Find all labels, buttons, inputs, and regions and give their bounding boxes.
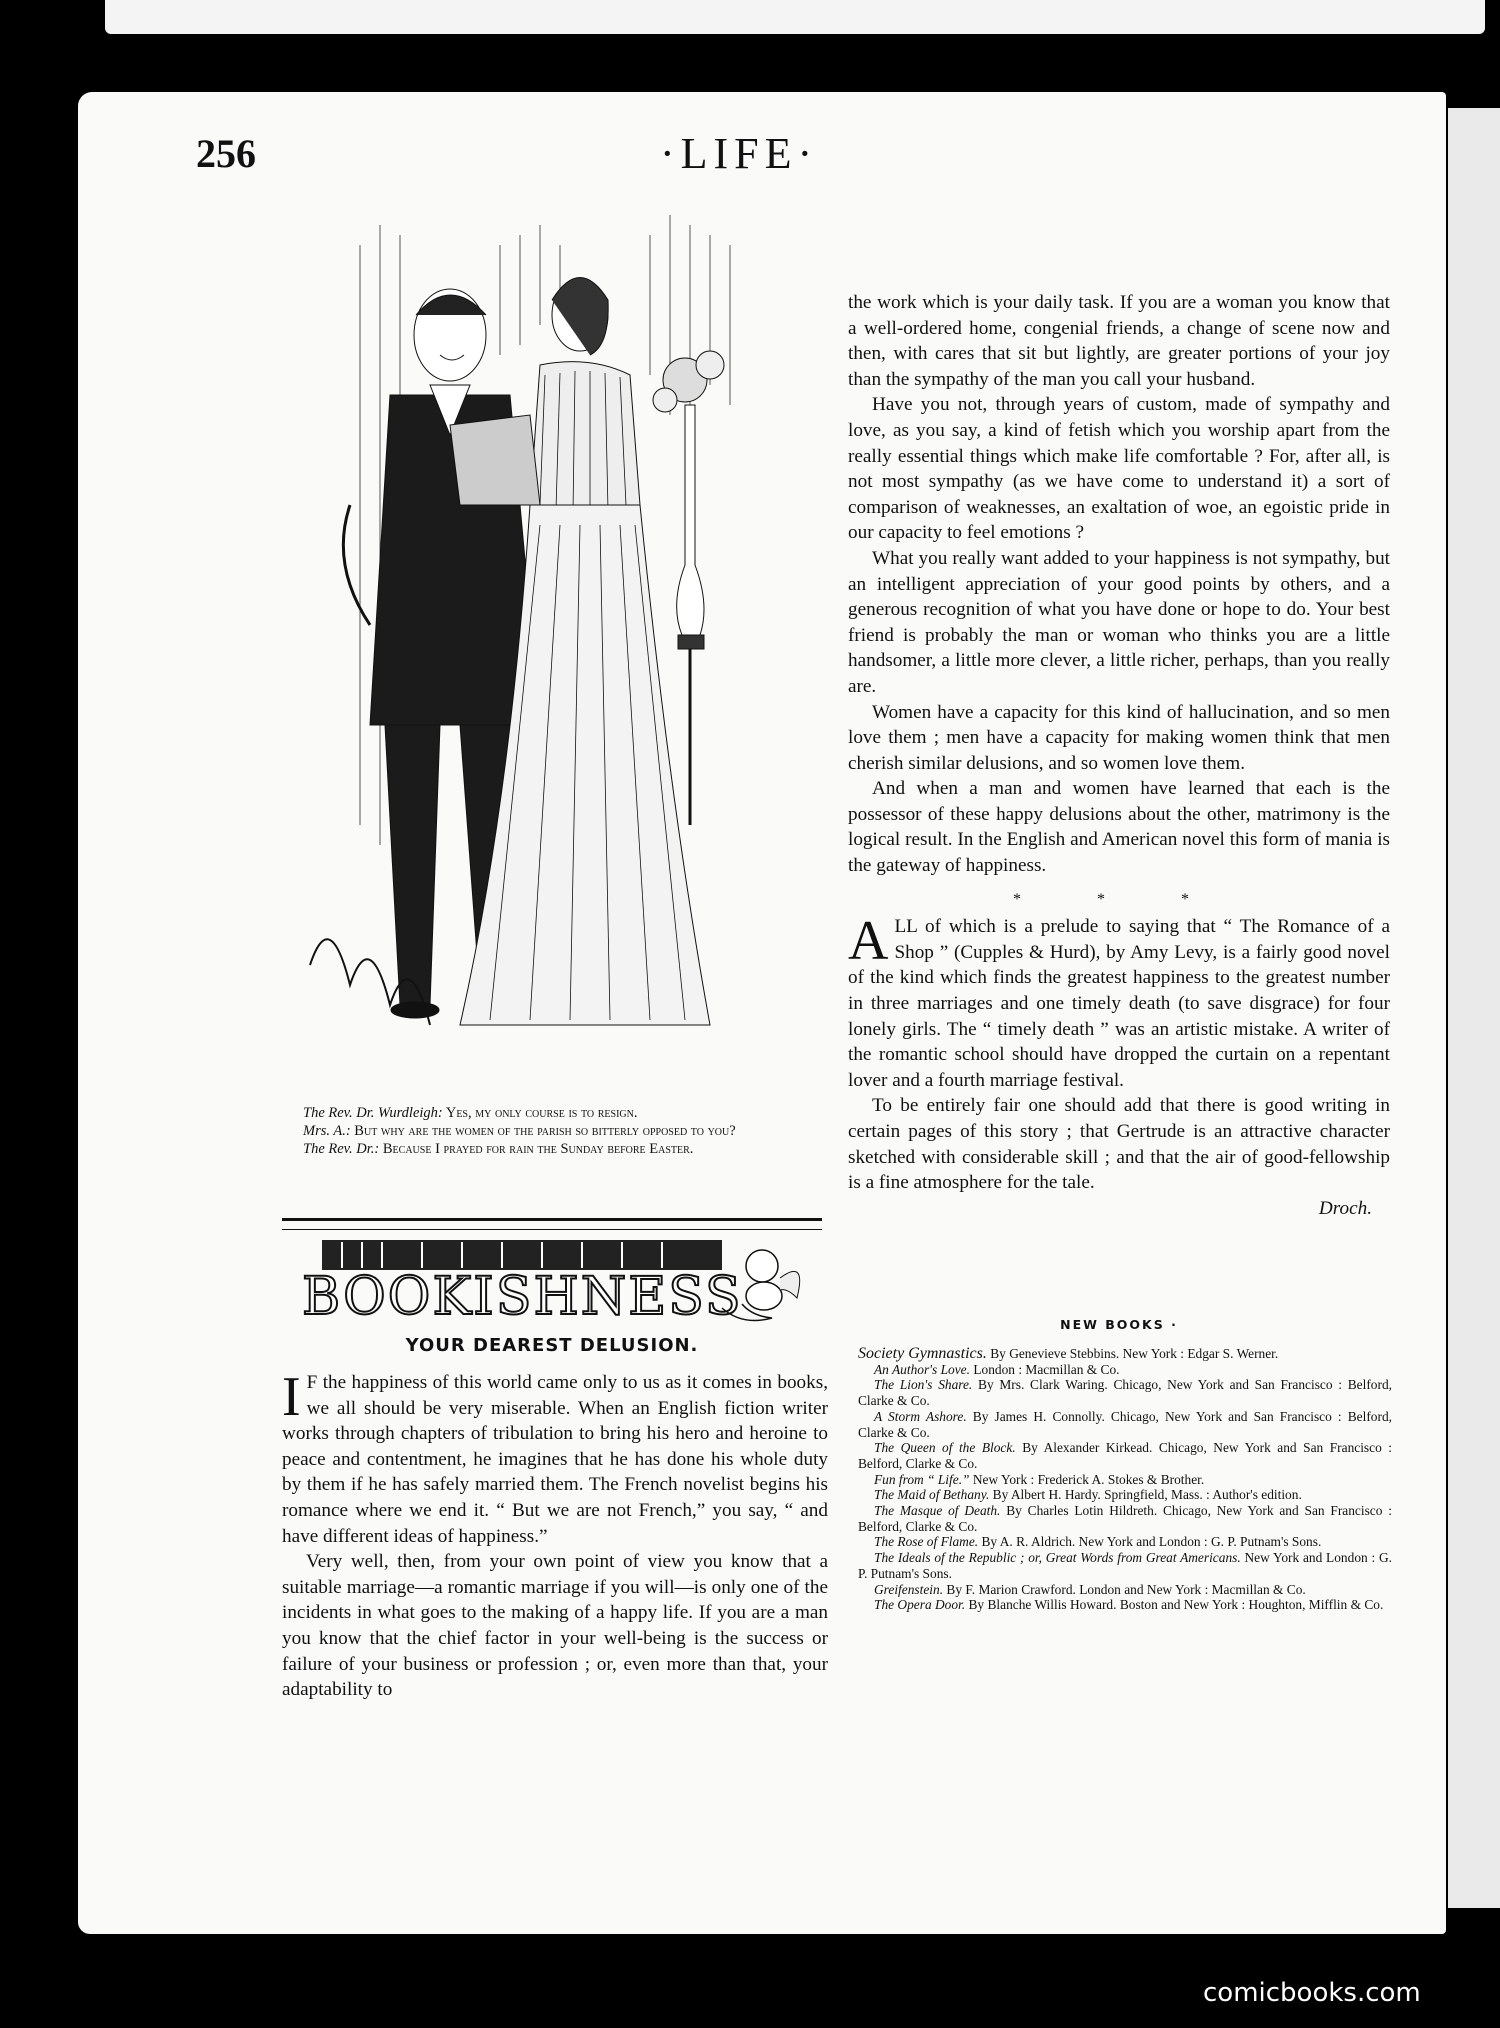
book-entry [858, 1377, 1392, 1408]
book-entry [858, 1534, 1392, 1550]
book-entry [858, 1487, 1392, 1503]
book-title: The Lion's Share. [874, 1377, 973, 1393]
section-stars: * * * [1013, 890, 1225, 908]
caption-speaker-3: The Rev. Dr.: [303, 1141, 380, 1157]
book-details: By Charles Lotin Hildreth. Chicago, New York and San Francisco : Belford, Clarke & Co. [858, 1503, 1392, 1534]
book-title: Society Gymnastics. [858, 1345, 987, 1362]
book-details: By Albert H. Hardy. Springfield, Mass. : Author's edition. [992, 1487, 1302, 1503]
previous-page-edge [105, 0, 1485, 34]
caption-line-1 [283, 1104, 821, 1122]
book-details: New York : Frederick A. Stokes & Brother. [972, 1471, 1205, 1487]
book-entry [858, 1550, 1392, 1581]
article-paragraph-1 [282, 1366, 828, 1549]
site-watermark[interactable]: comicbooks.com [1203, 1978, 1421, 2008]
article-right-column [848, 290, 1390, 1221]
article-left-column [282, 1366, 828, 1703]
book-details: London : Macmillan & Co. [973, 1361, 1120, 1377]
caption-text-1: Yes, my only course is to resign. [445, 1105, 638, 1121]
cartoon-caption [283, 1104, 821, 1158]
book-title: The Opera Door. [874, 1597, 966, 1613]
article-paragraph-1-text: F the happiness of this world came only to us as it comes in books, we all should be very miserable. When an English fiction writer works through chapters of tribulation to bring his hero and heroine to peace and contentment, he imagines that he has done his whole duty by them if he has safely married them. The French novelist begins his romance where we end it. “ But we are not French,” you say, “ and have different ideas of happiness.” [282, 1372, 828, 1547]
page-number: 256 [196, 131, 256, 176]
caption-text-3: Because I prayed for rain the Sunday before Easter. [382, 1141, 694, 1157]
book-details: By F. Marion Crawford. London and New York : Macmillan & Co. [946, 1581, 1306, 1597]
book-entry [858, 1440, 1392, 1471]
article-continued-3: What you really want added to your happiness is not sympathy, but an intelligent appreciation of your good points by others, and a generous recognition of what you have done or hope to do. Your best friend is probably the man or woman who thinks you are a little handsomer, a little more clever, a little richer, perhaps, than you really are. [848, 547, 1390, 697]
article-continued-4: Women have a capacity for this kind of hallucination, and so men love them ; men have a capacity for making women think that men cherish similar delusions, and so women love them. [848, 701, 1390, 774]
book-details: By Alexander Kirkead. Chicago, New York and San Francisco : Belford, Clarke & Co. [858, 1440, 1392, 1471]
book-details: By A. R. Aldrich. New York and London : G. P. Putnam's Sons. [981, 1534, 1322, 1550]
book-details: By James H. Connolly. Chicago, New York and San Francisco : Belford, Clarke & Co. [858, 1408, 1392, 1440]
caption-line-3 [283, 1140, 821, 1158]
dropcap-i: I [282, 1366, 301, 1428]
book-entry [858, 1582, 1392, 1598]
caption-text-2: But why are the women of the parish so bitterly opposed to you? [354, 1123, 736, 1139]
book-entry [858, 1503, 1392, 1534]
article-continued-1: the work which is your daily task. If you are a woman you know that a well-ordered home, congenial friends, a change of scene now and then, with cares that sit but lightly, are greater portions of your joy than the sympathy of the man you call your husband. [848, 292, 1390, 390]
new-books-list [858, 1346, 1392, 1613]
article-continued-5: And when a man and women have learned that each is the possessor of these happy delusions about the other, matrimony is the logical result. In the English and American novel this form of mania is the gateway of happiness. [848, 778, 1390, 877]
book-title: The Queen of the Block. [874, 1440, 1016, 1456]
book-entry [858, 1472, 1392, 1488]
book-details: New York and London : G. P. Putnam's Sons. [858, 1550, 1392, 1581]
book-details: By Mrs. Clark Waring. Chicago, New York and San Francisco : Belford, Clarke & Co. [858, 1377, 1392, 1409]
book-title: A Storm Ashore. [874, 1408, 967, 1424]
book-title: Greifenstein. [874, 1581, 944, 1597]
book-title: An Author's Love. [874, 1361, 970, 1377]
article-title: YOUR DEAREST DELUSION. [405, 1335, 699, 1356]
book-title: The Rose of Flame. [874, 1534, 979, 1550]
review-paragraph-2: To be entirely fair one should add that there is good writing in certain pages of this story ; that Gertrude is an attractive character sketched with considerable skill ; and that the air of good-fellowship is a fine atmosphere for the tale. [848, 1095, 1390, 1194]
new-books-heading: NEW BOOKS · [1060, 1317, 1178, 1332]
book-entry [858, 1597, 1392, 1613]
dropcap-a: A [848, 910, 889, 973]
banner-title: BOOKISHNESS [302, 1267, 743, 1327]
book-details: By Genevieve Stebbins. New York : Edgar S. Werner. [990, 1346, 1279, 1361]
author-signature: Droch. [1318, 1197, 1372, 1219]
book-entry [858, 1346, 1392, 1362]
book-title: The Ideals of the Republic ; or, Great Words from Great Americans. [874, 1550, 1241, 1566]
next-page-edge [1448, 108, 1500, 1908]
magazine-title: ·LIFE· [660, 129, 819, 178]
book-title: The Maid of Bethany. [874, 1487, 990, 1503]
book-entry [858, 1362, 1392, 1378]
review-paragraph-1 [848, 910, 1390, 1093]
caption-speaker-2: Mrs. A.: [303, 1123, 351, 1139]
review-paragraph-1-text: LL of which is a prelude to saying that “ The Romance of a Shop ” (Cupples & Hurd), by Amy Levy, is a fairly good novel of the kind which finds the greatest happiness to the greatest number in three marriages and one timely death (to save disgrace) for four lonely girls. The “ timely death ” was an artistic mistake. A writer of the romantic school should have dropped the curtain on a repentant lover and a fourth marriage festival. [848, 916, 1390, 1091]
caption-line-2 [283, 1122, 821, 1140]
cartoon-illustration [290, 205, 760, 1090]
article-continued-2: Have you not, through years of custom, made of sympathy and love, as you say, a kind of fetish which you worship apart from the really essential things which make life comfortable ? For, after all, is not most sympathy (as we have come to understand it) a sort of comparison of weaknesses, an exaltation of woe, an egoistic pride in our capacity to feel emotions ? [848, 394, 1390, 544]
caption-speaker-1: The Rev. Dr. Wurdleigh: [303, 1105, 443, 1121]
book-entry [858, 1409, 1392, 1440]
book-title: Fun from “ Life.” [874, 1471, 970, 1487]
article-paragraph-2: Very well, then, from your own point of view you know that a suitable marriage—a romantic marriage if you will—is only one of the incidents in what goes to the making of a happy life. If you are a man you know that the chief factor in your well-being is the success or failure of your business or profession ; or, even more than that, your adaptability to [282, 1551, 828, 1701]
book-details: By Blanche Willis Howard. Boston and New York : Houghton, Mifflin & Co. [968, 1597, 1384, 1613]
book-title: The Masque of Death. [874, 1503, 1001, 1519]
bookishness-banner [282, 1228, 822, 1328]
